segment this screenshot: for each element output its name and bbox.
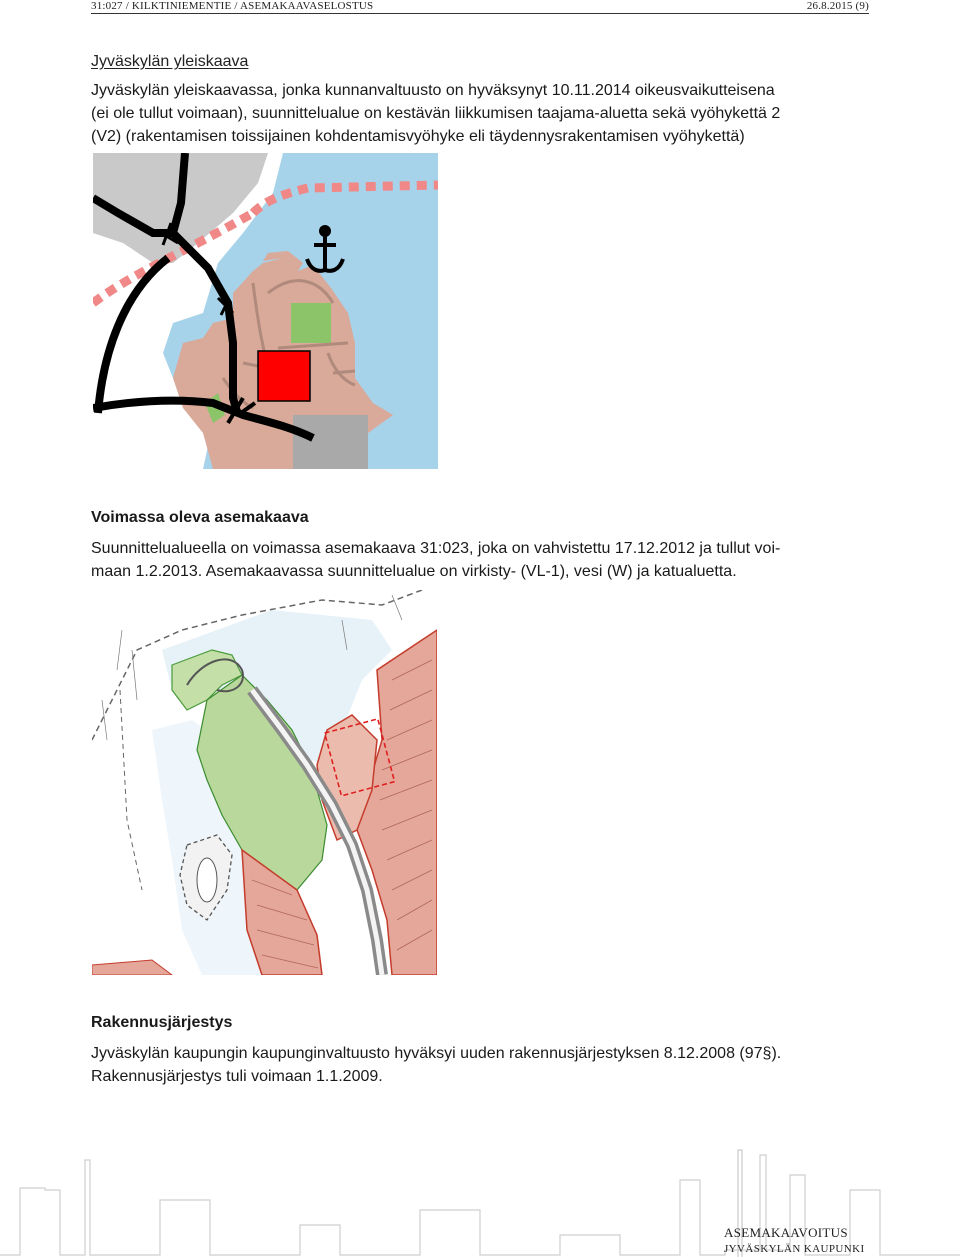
green-area [291, 303, 331, 343]
paragraph-line: Suunnittelualueella on voimassa asemakaava 31:023, joka on vahvistettu 17.12.2012 ja tullut voi- [91, 540, 781, 557]
yleiskaava-heading: Jyväskylän yleiskaava [91, 53, 249, 70]
paragraph-line: Jyväskylän kaupungin kaupunginvaltuusto hyväksyi uuden rakennusjärjestyksen 8.12.2008 (97§). [91, 1045, 782, 1062]
header-date-page: 26.8.2015 (9) [806, 0, 869, 12]
paragraph-line: Rakennusjärjestys tuli voimaan 1.1.2009. [91, 1068, 383, 1085]
paragraph-line: Jyväskylän yleiskaavassa, jonka kunnanvaltuusto on hyväksynyt 10.11.2014 oikeusvaikutteisena [91, 82, 775, 99]
rakennusjarjestys-paragraph [91, 1042, 871, 1088]
paragraph-line: maan 1.2.2013. Asemakaavassa suunnittelualue on virkisty- (VL-1), vesi (W) ja katualuetta. [91, 563, 737, 580]
header-document-title: 31:027 / KILKTINIEMENTIE / ASEMAKAAVASELOSTUS [91, 0, 374, 12]
island-inner [197, 858, 217, 902]
asemakaava-heading: Voimassa oleva asemakaava [91, 509, 309, 526]
grey-block [293, 415, 368, 469]
asemakaava-paragraph [91, 537, 871, 583]
planning-area-red [258, 351, 310, 401]
rakennusjarjestys-heading: Rakennusjärjestys [91, 1014, 233, 1031]
header-rule [91, 13, 869, 14]
footer-title: ASEMAKAAVOITUS [724, 1225, 848, 1240]
yleiskaava-map [93, 153, 438, 469]
paragraph-line: (ei ole tullut voimaan), suunnittelualue on kestävän liikkumisen taajama-aluetta sekä vyöhykettä 2 [91, 105, 781, 122]
asemakaava-map [92, 590, 437, 975]
yleiskaava-paragraph [91, 79, 871, 148]
page-header [91, 0, 869, 13]
footer-subtitle: JYVÄSKYLÄN KAUPUNKI [724, 1243, 865, 1255]
paragraph-line: (V2) (rakentamisen toissijainen kohdentamisvyöhyke eli täydennysrakentamisen vyöhykettä) [91, 128, 745, 145]
